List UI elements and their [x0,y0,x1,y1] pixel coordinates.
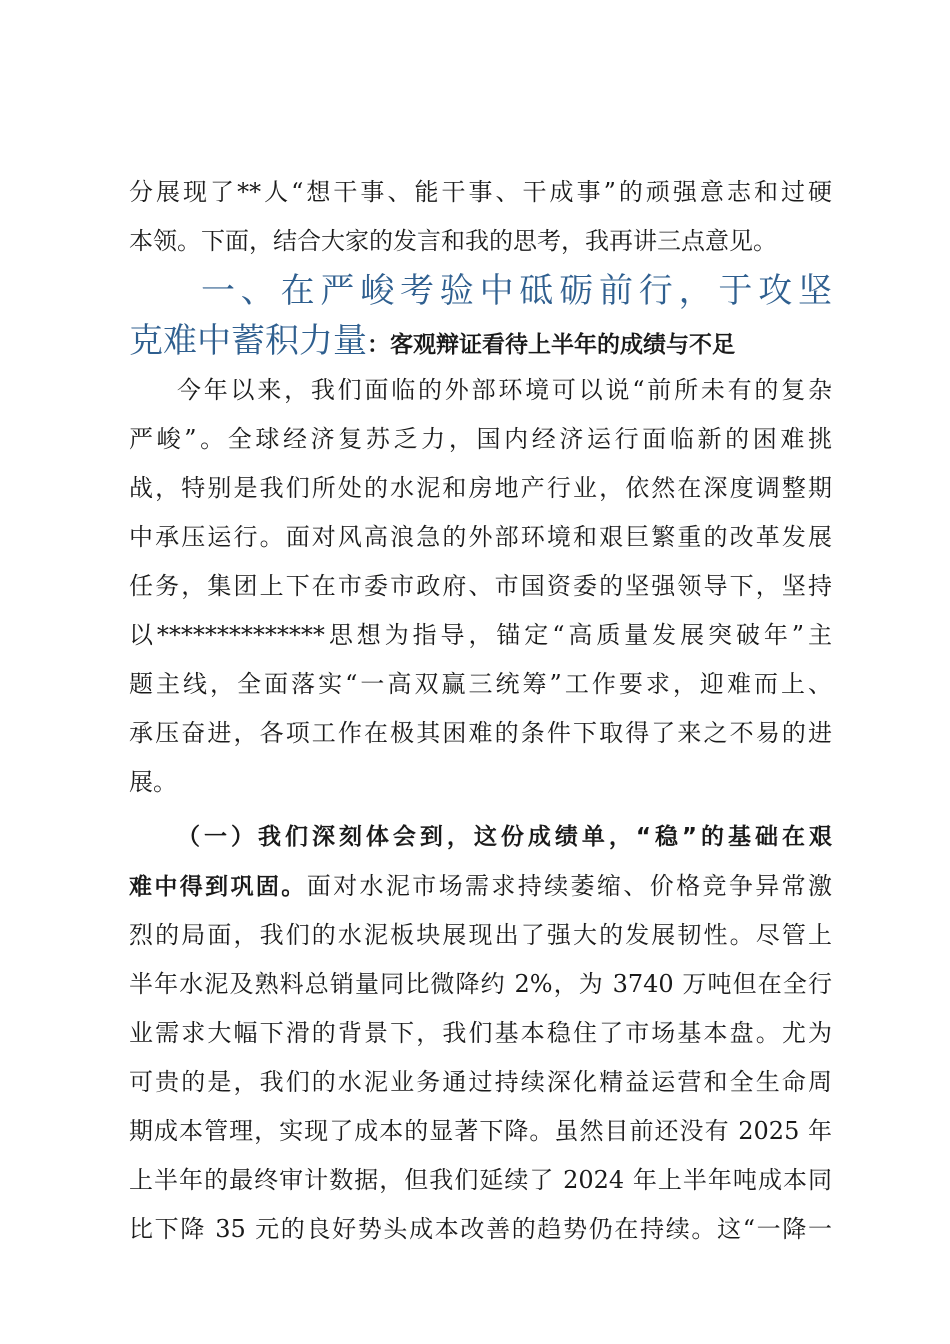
text-line: 任务，集团上下在市委市政府、市国资委的坚强领导下，坚持 [129,572,832,600]
text-line: 半年水泥及熟料总销量同比微降约 2%，为 3740 万吨但在全行 [129,970,832,998]
text-line: 题主线，全面落实“一高双赢三统筹”工作要求，迎难而上、 [129,670,832,698]
document-body [129,168,832,1254]
paragraph-intro [129,168,832,266]
text-line: 期成本管理，实现了成本的显著下降。虽然目前还没有 2025 年 [129,1117,832,1145]
text-line: 展。 [129,768,177,796]
text-line: 以**************思想为指导，锚定“高质量发展突破年”主 [129,621,832,649]
text-run: 面对水泥市场需求持续萎缩、价格竞争异常激 [306,872,832,900]
text-line: 本领。下面，结合大家的发言和我的思考，我再讲三点意见。 [129,227,777,255]
subsection-lead-end: 难中得到巩固。 [129,874,307,900]
text-line: 可贵的是，我们的水泥业务通过持续深化精益运营和全生命周 [129,1068,832,1096]
subsection-lead-line: （一）我们深刻体会到，这份成绩单，“稳”的基础在艰 [177,824,832,850]
text-line: 今年以来，我们面临的外部环境可以说“前所未有的复杂 [177,376,832,404]
text-line: 战，特别是我们所处的水泥和房地产行业，依然在深度调整期 [129,474,832,502]
section-title-main: 克难中蓄积力量 [129,321,367,361]
section-subtitle: ：客观辩证看待上半年的成绩与不足 [367,332,735,358]
section-title-line-1: 一、在严峻考验中砥砺前行，于攻坚 [201,271,832,311]
text-line: 中承压运行。面对风高浪急的外部环境和艰巨繁重的改革发展 [129,523,832,551]
text-line: 上半年的最终审计数据，但我们延续了 2024 年上半年吨成本同 [129,1166,832,1194]
section-title-line-2 [129,316,832,366]
text-line [129,862,832,911]
text-line: 业需求大幅下滑的背景下，我们基本稳住了市场基本盘。尤为 [129,1019,832,1047]
text-line: 承压奋进，各项工作在极其困难的条件下取得了来之不易的进 [129,719,832,747]
paragraph-subsection-1 [129,813,832,1254]
text-line: 烈的局面，我们的水泥板块展现出了强大的发展韧性。尽管上 [129,921,832,949]
section-heading [129,266,832,366]
text-line: 严峻”。全球经济复苏乏力，国内经济运行面临新的困难挑 [129,425,832,453]
text-line: 分展现了**人“想干事、能干事、干成事”的顽强意志和过硬 [129,178,832,206]
paragraph-context [129,366,832,807]
text-line: 比下降 35 元的良好势头成本改善的趋势仍在持续。这“一降一 [129,1215,832,1243]
